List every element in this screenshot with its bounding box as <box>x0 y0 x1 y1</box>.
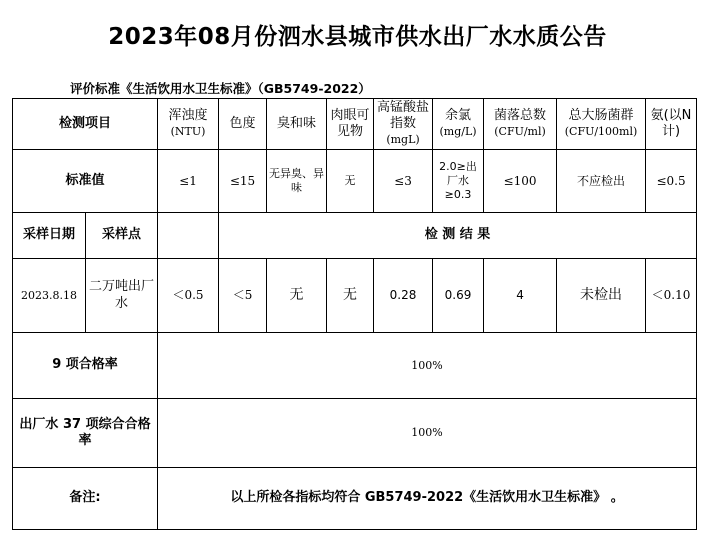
col-ammonia: 氨(以N计) <box>646 99 697 150</box>
standard-value: ≤3 <box>374 150 433 213</box>
result-row <box>13 259 697 333</box>
col-odor: 臭和味 <box>267 99 327 150</box>
result-value: ＜0.10 <box>646 259 697 333</box>
pass-rate-37-label: 出厂水 37 项综合合格率 <box>13 399 158 468</box>
sample-point: 二万吨出厂水 <box>86 259 158 333</box>
standard-value: 无异臭、异味 <box>267 150 327 213</box>
standard-value: 2.0≥出厂水≥0.3 <box>433 150 484 213</box>
result-value: ＜5 <box>219 259 267 333</box>
pass-rate-9-label: 9 项合格率 <box>13 333 158 399</box>
result-value: 无 <box>327 259 374 333</box>
sample-date: 2023.8.18 <box>13 259 86 333</box>
standard-row <box>13 150 697 213</box>
result-value: 0.69 <box>433 259 484 333</box>
header-row <box>13 99 697 150</box>
sample-point-label: 采样点 <box>86 213 158 259</box>
standard-value: ≤1 <box>158 150 219 213</box>
remark-text: 以上所检各指标均符合 GB5749-2022《生活饮用水卫生标准》 。 <box>158 468 697 530</box>
remark-row <box>13 468 697 530</box>
col-permanganate: 高锰酸盐指数 (mgL) <box>374 99 433 150</box>
pass-rate-37-row <box>13 399 697 468</box>
col-color: 色度 <box>219 99 267 150</box>
standard-value: ≤0.5 <box>646 150 697 213</box>
pass-rate-9-row <box>13 333 697 399</box>
col-visible: 肉眼可见物 <box>327 99 374 150</box>
standard-label: 标准值 <box>13 150 158 213</box>
pass-rate-37-value: 100% <box>158 399 697 468</box>
result-value: 0.28 <box>374 259 433 333</box>
col-turbidity: 浑浊度 (NTU) <box>158 99 219 150</box>
standard-value: 不应检出 <box>557 150 646 213</box>
page-title: 2023年08月份泗水县城市供水出厂水水质公告 <box>108 24 607 50</box>
water-quality-table <box>12 98 697 530</box>
remark-label: 备注: <box>13 468 158 530</box>
criteria-text: 评价标准《生活饮用水卫生标准》（GB5749-2022） <box>70 81 371 96</box>
result-value: 未检出 <box>557 259 646 333</box>
col-chlorine: 余氯 (mg/L) <box>433 99 484 150</box>
standard-value: ≤15 <box>219 150 267 213</box>
result-value: 无 <box>267 259 327 333</box>
result-value: 4 <box>484 259 557 333</box>
result-value: ＜0.5 <box>158 259 219 333</box>
sampling-header-row <box>13 213 697 259</box>
pass-rate-9-value: 100% <box>158 333 697 399</box>
results-label: 检 测 结 果 <box>219 213 697 259</box>
empty-cell <box>158 213 219 259</box>
col-colony: 菌落总数 (CFU/ml) <box>484 99 557 150</box>
sample-date-label: 采样日期 <box>13 213 86 259</box>
col-coliform: 总大肠菌群 (CFU/100ml) <box>557 99 646 150</box>
item-label: 检测项目 <box>13 99 158 150</box>
standard-value: 无 <box>327 150 374 213</box>
standard-value: ≤100 <box>484 150 557 213</box>
